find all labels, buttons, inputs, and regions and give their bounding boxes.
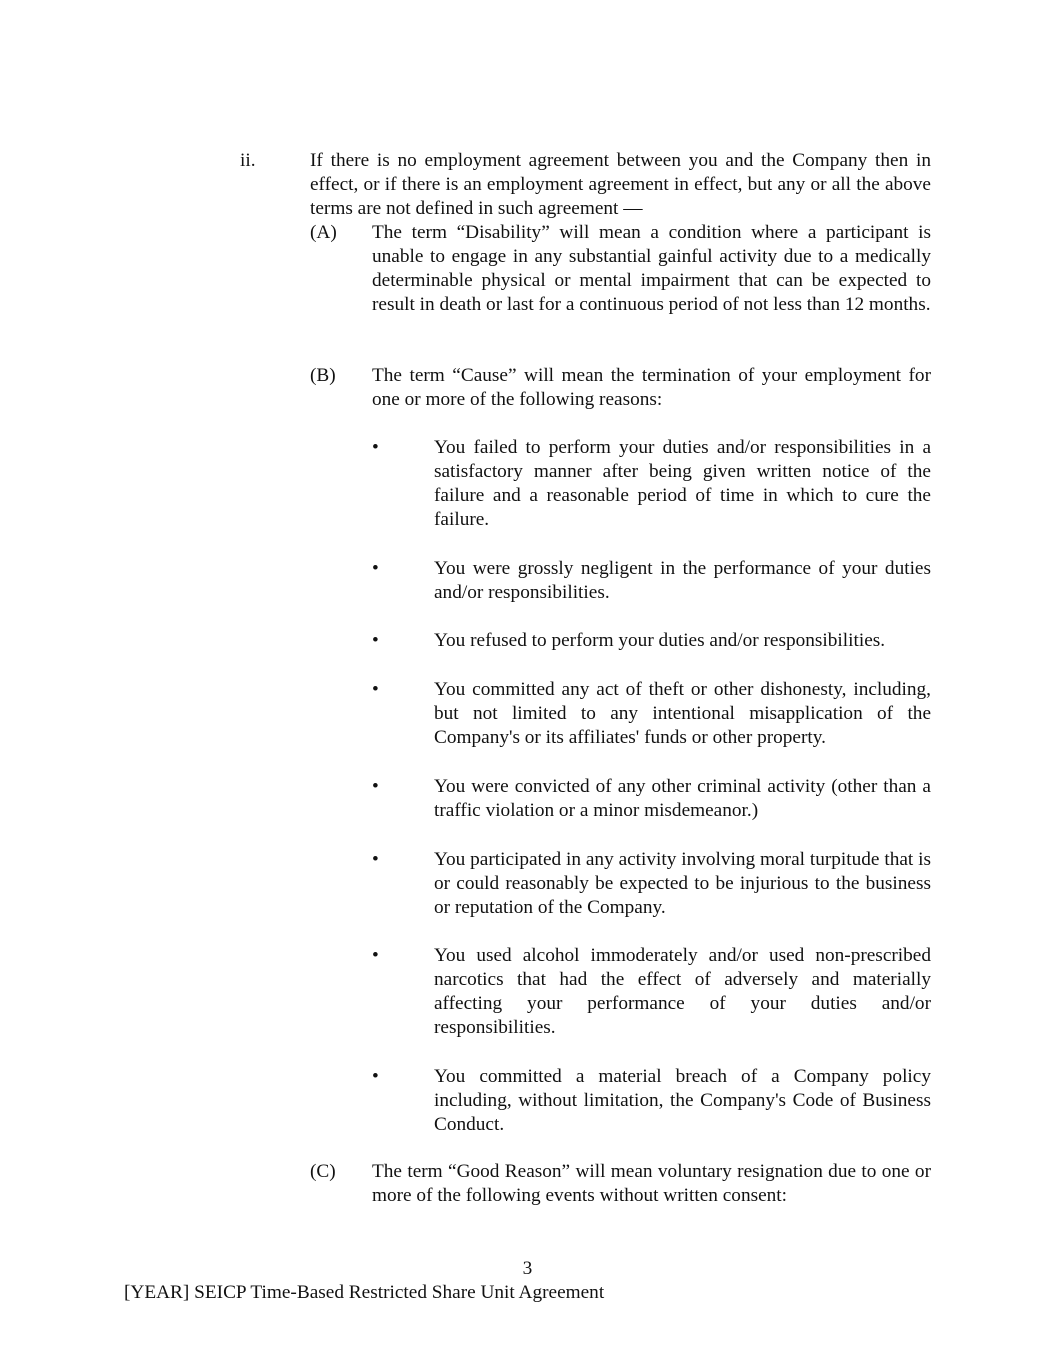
bullet-icon: • bbox=[372, 679, 379, 700]
list-item-text: You committed any act of theft or other dishonesty, including, but not limited to any intentional misapplication of the Company's or its affiliates' funds or other property. bbox=[434, 679, 931, 748]
page-number: 3 bbox=[522, 1258, 533, 1279]
bullet-icon: • bbox=[372, 849, 379, 870]
item-text: The term “Cause” will mean the termination of your employment for one or more of the following reasons: bbox=[372, 365, 931, 410]
item-label: (B) bbox=[310, 365, 336, 386]
section-text: If there is no employment agreement between you and the Company then in effect, or if there is an employment agreement in effect, but any or all the above terms are not defined in such agreement — bbox=[310, 150, 931, 219]
list-item-text: You used alcohol immoderately and/or used non-prescribed narcotics that had the effect of adversely and materially affecting your performance of your duties and/or responsibilities. bbox=[434, 945, 931, 1038]
list-item-text: You were grossly negligent in the performance of your duties and/or responsibilities. bbox=[434, 558, 931, 603]
list-item-text: You were convicted of any other criminal activity (other than a traffic violation or a minor misdemeanor.) bbox=[434, 776, 931, 821]
bullet-icon: • bbox=[372, 630, 379, 651]
section-label: ii. bbox=[240, 150, 256, 171]
list-item-text: You failed to perform your duties and/or responsibilities in a satisfactory manner after being given written notice of the failure and a reasonable period of time in which to cure the failure. bbox=[434, 437, 931, 530]
item-text: The term “Disability” will mean a condition where a participant is unable to engage in any substantial gainful activity due to a medically determinable physical or mental impairment that can be expected to result in death or last for a continuous period of not less than 12 months. bbox=[372, 222, 931, 315]
bullet-icon: • bbox=[372, 437, 379, 458]
bullet-icon: • bbox=[372, 776, 379, 797]
bullet-icon: • bbox=[372, 558, 379, 579]
list-item-text: You refused to perform your duties and/or responsibilities. bbox=[434, 630, 886, 651]
item-text: The term “Good Reason” will mean voluntary resignation due to one or more of the following events without written consent: bbox=[372, 1161, 931, 1206]
item-label: (A) bbox=[310, 222, 337, 243]
item-label: (C) bbox=[310, 1161, 336, 1182]
bullet-icon: • bbox=[372, 945, 379, 966]
list-item-text: You committed a material breach of a Company policy including, without limitation, the Company's Code of Business Conduct. bbox=[434, 1066, 931, 1135]
list-item-text: You participated in any activity involving moral turpitude that is or could reasonably be expected to be injurious to the business or reputation of the Company. bbox=[434, 849, 931, 918]
page-footer: [YEAR] SEICP Time-Based Restricted Share Unit Agreement bbox=[124, 1282, 605, 1303]
bullet-icon: • bbox=[372, 1066, 379, 1087]
